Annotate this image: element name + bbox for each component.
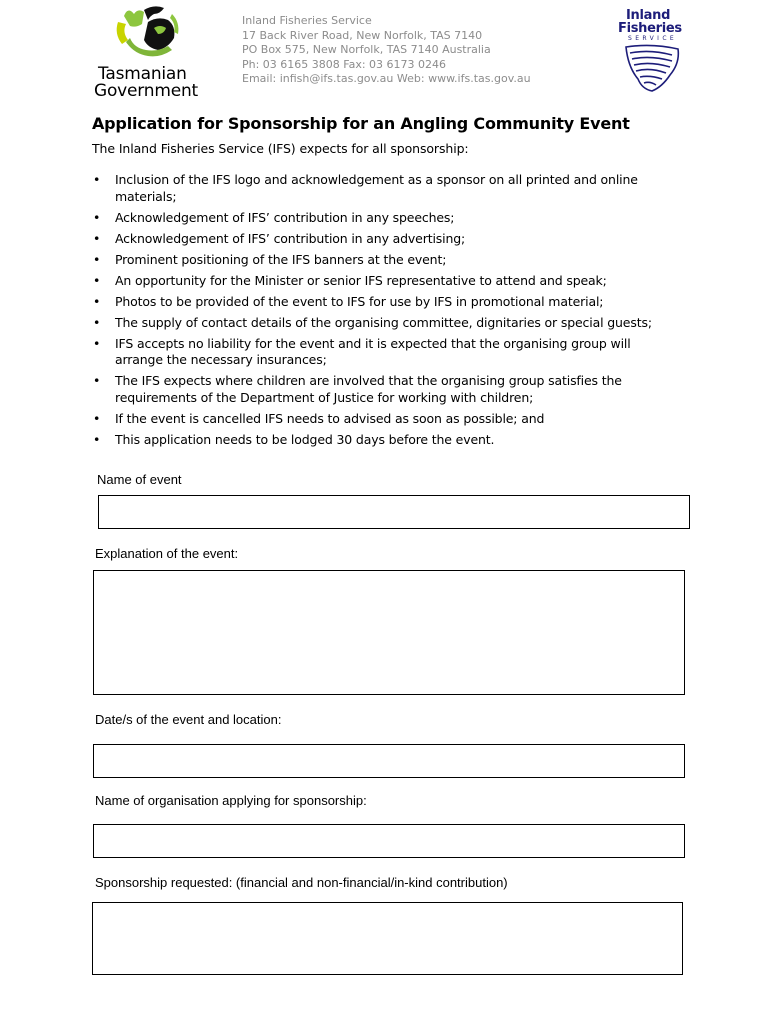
sponsorship-requested-field[interactable] (92, 902, 683, 975)
event-name-label: Name of event (97, 472, 182, 487)
sponsorship-requested-label: Sponsorship requested: (financial and non-financial/in-kind contribution) (95, 875, 508, 890)
list-item: • The supply of contact details of the organising committee, dignitaries or special guests; (92, 315, 672, 332)
address-line: Ph: 03 6165 3808 Fax: 03 6173 0246 (242, 57, 447, 71)
list-item: • Photos to be provided of the event to IFS for use by IFS in promotional material; (92, 294, 672, 311)
list-item: • Prominent positioning of the IFS banners at the event; (92, 252, 672, 269)
list-item: • Acknowledgement of IFS’ contribution in any speeches; (92, 210, 672, 227)
address-line: Inland Fisheries Service (242, 14, 372, 27)
event-name-field[interactable] (98, 495, 690, 529)
address-line: 17 Back River Road, New Norfolk, TAS 7140 (242, 28, 483, 42)
address-block (242, 14, 531, 87)
list-item: • IFS accepts no liability for the event and it is expected that the organising group will arrange the necessary insurances; (92, 336, 672, 370)
page-title: Application for Sponsorship for an Angling Community Event (92, 114, 630, 133)
ifs-logo-inland: Inland (626, 8, 671, 23)
list-item: • This application needs to be lodged 30 days before the event. (92, 432, 672, 449)
list-item: • If the event is cancelled IFS needs to advised as soon as possible; and (92, 411, 672, 428)
explanation-label: Explanation of the event: (95, 546, 239, 561)
sponsorship-expectations-list (92, 172, 672, 453)
address-line: PO Box 575, New Norfolk, TAS 7140 Australia (242, 43, 491, 57)
tasmania-map-icon (622, 43, 682, 93)
dates-location-field[interactable] (93, 744, 685, 778)
government-text: Government (94, 81, 199, 101)
tasmanian-tiger-icon (114, 4, 184, 62)
list-item: • The IFS expects where children are involved that the organising group satisfies the requirements of the Department of Justice for working with children; (92, 373, 672, 407)
list-item: • An opportunity for the Minister or senior IFS representative to attend and speak; (92, 273, 672, 290)
intro-text: The Inland Fisheries Service (IFS) expects for all sponsorship: (92, 141, 469, 156)
list-item: • Inclusion of the IFS logo and acknowledgement as a sponsor on all printed and online materials; (92, 172, 672, 206)
list-item: • Acknowledgement of IFS’ contribution in any advertising; (92, 231, 672, 248)
address-line: Email: infish@ifs.tas.gov.au Web: www.ifs.tas.gov.au (242, 72, 531, 86)
inland-fisheries-logo (610, 6, 694, 92)
dates-location-label: Date/s of the event and location: (95, 712, 282, 727)
organisation-field[interactable] (93, 824, 685, 858)
explanation-field[interactable] (93, 570, 685, 695)
ifs-logo-fisheries: Fisheries (618, 21, 682, 36)
organisation-label: Name of organisation applying for sponsorship: (95, 793, 367, 808)
tasmanian-text: Tasmanian (98, 64, 187, 84)
tasmanian-government-logo (92, 4, 202, 101)
ifs-logo-service: SERVICE (628, 35, 678, 42)
